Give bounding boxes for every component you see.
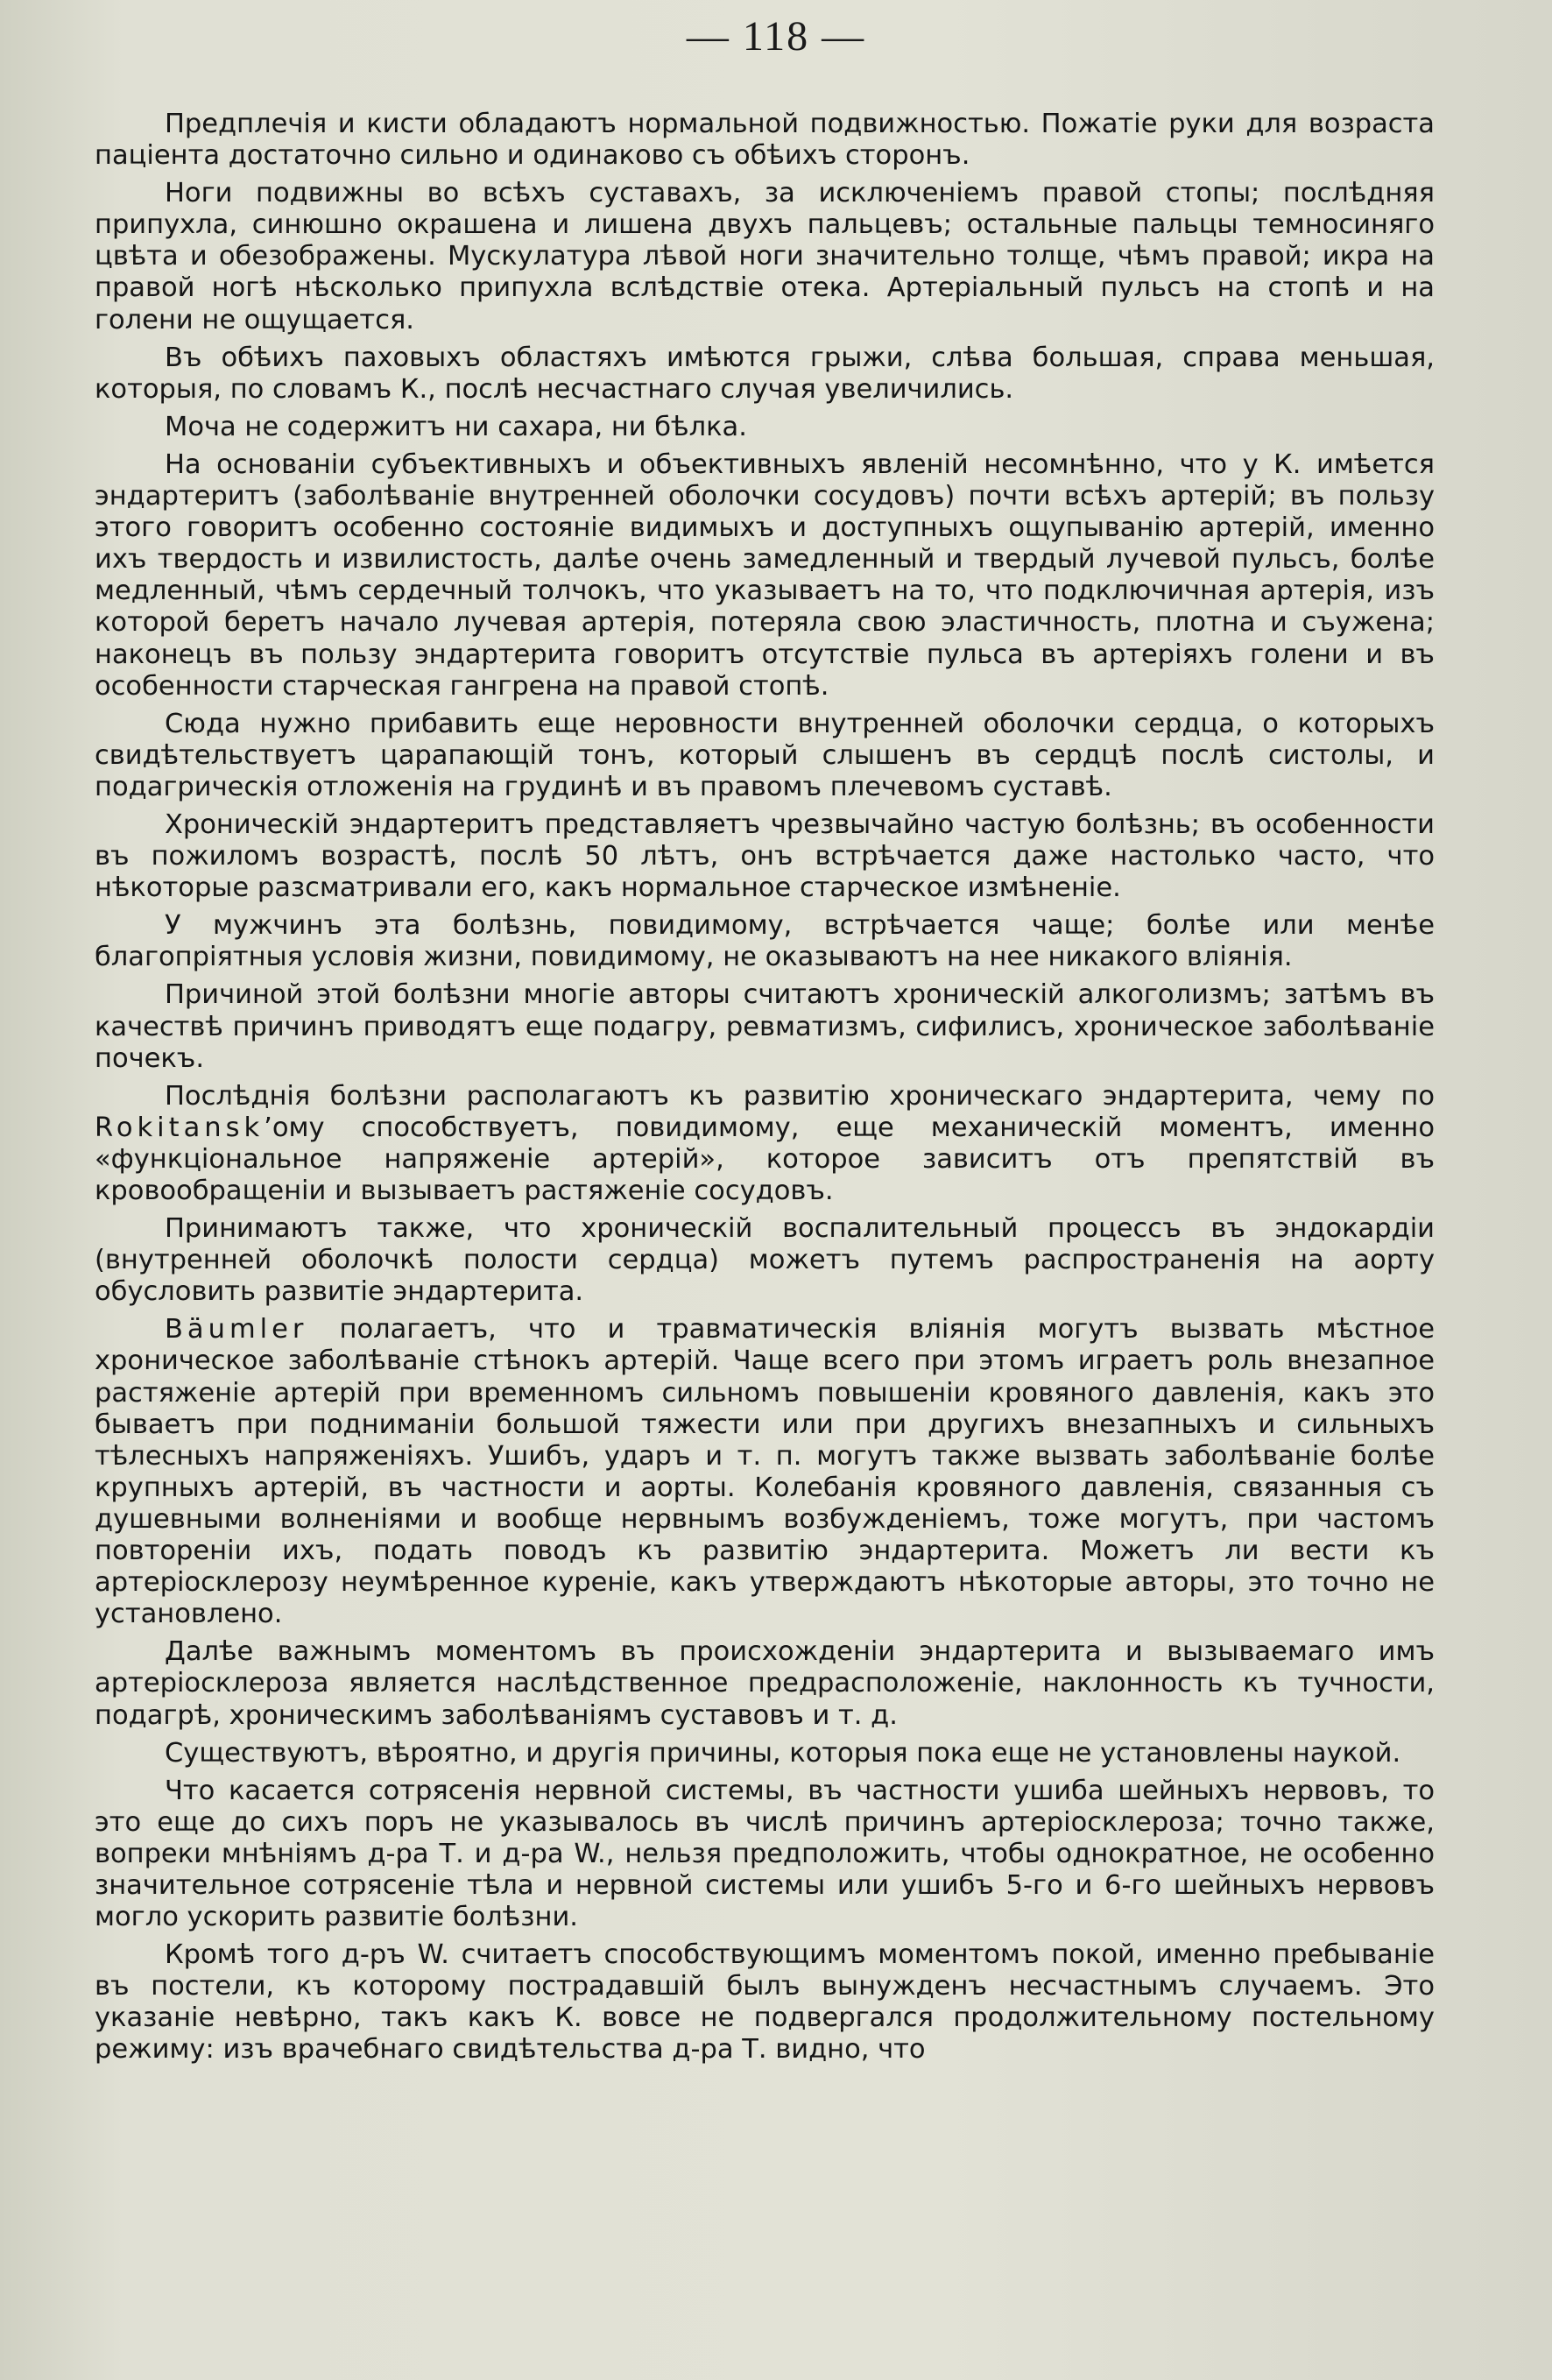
paragraph: Принимаютъ также, что хроническій воспалительный процессъ въ эндокардіи (внутренней оболочкѣ полости сердца) можетъ путемъ распространенія на аорту обусловить развитіе эндартерита. <box>95 1213 1435 1308</box>
paragraph: Въ обѣихъ паховыхъ областяхъ имѣются грыжи, слѣва большая, справа меньшая, которыя, по словамъ К., послѣ несчастнаго случая увеличились. <box>95 342 1435 405</box>
paragraph: Существуютъ, вѣроятно, и другія причины, которыя пока еще не установлены наукой. <box>165 1737 1401 1769</box>
paragraph-text-after-name: ’ому способствуетъ, повидимому, еще механическій моментъ, именно «функціональное напряженіе артерій», которое зависитъ отъ препятствій въ кровообращеніи и вызываетъ растяженіе сосудовъ. <box>95 1112 1435 1206</box>
paragraph-text-before-name: Послѣднія болѣзни располагаютъ къ развитію хроническаго эндартерита, чему по <box>165 1080 1435 1112</box>
paragraph: У мужчинъ эта болѣзнь, повидимому, встрѣчается чаще; болѣе или менѣе благопріятныя условія жизни, повидимому, не оказываютъ на нее никакого вліянія. <box>95 910 1435 973</box>
author-name-baumler: Bäumler <box>165 1314 308 1345</box>
author-name-rokitansky: Rokitansk <box>95 1112 265 1143</box>
paragraph <box>95 1081 1435 1207</box>
paragraph: Предплечія и кисти обладаютъ нормальной подвижностью. Пожатіе руки для возраста паціента достаточно сильно и одинаково съ обѣихъ сторонъ. <box>95 109 1435 172</box>
paragraph: Хроническій эндартеритъ представляетъ чрезвычайно частую болѣзнь; въ особенности въ пожиломъ возрастѣ, послѣ 50 лѣтъ, онъ встрѣчается даже настолько часто, что нѣкоторые разсматривали его, какъ нормальное старческое измѣненіе. <box>95 809 1435 904</box>
paragraph-text-after-name: полагаетъ, что и травматическія вліянія могутъ вызвать мѣстное хроническое заболѣваніе стѣнокъ артерій. Чаще всего при этомъ играетъ роль внезапное растяженіе артерій при временномъ сильномъ повышеніи кровяного давленія, какъ это бываетъ при подниманіи большой тяжести или при другихъ внезапныхъ и сильныхъ тѣлесныхъ напряженіяхъ. Ушибъ, ударъ и т. п. могутъ также вызвать заболѣваніе болѣе крупныхъ артерій, въ частности и аорты. Колебанія кровяного давленія, связанныя съ душевными волненіями и вообще нервнымъ возбужденіемъ, тоже могутъ, при частомъ повтореніи ихъ, подать поводъ къ развитію эндартерита. Можетъ ли вести къ артеріосклерозу неумѣренное куреніе, какъ утверждаютъ нѣкоторые авторы, это точно не установлено. <box>95 1314 1435 1630</box>
paragraph <box>95 1314 1435 1630</box>
body-text <box>95 109 1435 2073</box>
page-number: — 118 — <box>686 13 866 60</box>
paragraph: Что касается сотрясенія нервной системы, въ частности ушиба шейныхъ нервовъ, то это еще до сихъ поръ не указывалось въ числѣ причинъ артеріосклероза; точно также, вопреки мнѣніямъ д-ра Т. и д-ра W., нельзя предположить, чтобы однократное, не особенно значительное сотрясеніе тѣла и нервной системы или ушибъ 5-го и 6-го шейныхъ нервовъ могло ускорить развитіе болѣзни. <box>95 1775 1435 1933</box>
paragraph: Ноги подвижны во всѣхъ суставахъ, за исключеніемъ правой стопы; послѣдняя припухла, синюшно окрашена и лишена двухъ пальцевъ; остальные пальцы темносиняго цвѣта и обезображены. Мускулатура лѣвой ноги значительно толще, чѣмъ правой; икра на правой ногѣ нѣсколько припухла вслѣдствіе отека. Артеріальный пульсъ на стопѣ и на голени не ощущается. <box>95 178 1435 335</box>
paragraph: Далѣе важнымъ моментомъ въ происхожденіи эндартерита и вызываемаго имъ артеріосклероза является наслѣдственное предрасположеніе, наклонность къ тучности, подагрѣ, хроническимъ заболѣваніямъ суставовъ и т. д. <box>95 1636 1435 1731</box>
paragraph: Сюда нужно прибавить еще неровности внутренней оболочки сердца, о которыхъ свидѣтельствуетъ царапающій тонъ, который слышенъ въ сердцѣ послѣ систолы, и подагрическія отложенія на грудинѣ и въ правомъ плечевомъ суставѣ. <box>95 708 1435 802</box>
paragraph: Моча не содержитъ ни сахара, ни бѣлка. <box>165 411 747 442</box>
paragraph: Причиной этой болѣзни многіе авторы считаютъ хроническій алкоголизмъ; затѣмъ въ качествѣ причинъ приводятъ еще подагру, ревматизмъ, сифилисъ, хроническое заболѣваніе почекъ. <box>95 979 1435 1074</box>
paragraph: На основаніи субъективныхъ и объективныхъ явленій несомнѣнно, что у К. имѣется эндартеритъ (заболѣваніе внутренней оболочки сосудовъ) почти всѣхъ артерій; въ пользу этого говоритъ особенно состояніе видимыхъ и доступныхъ ощупыванію артерій, именно ихъ твердость и извилистость, далѣе очень замедленный и твердый лучевой пульсъ, болѣе медленный, чѣмъ сердечный толчокъ, что указываетъ на то, что подключичная артерія, изъ которой беретъ начало лучевая артерія, потеряла свою эластичность, плотна и съужена; наконецъ въ пользу эндартерита говоритъ отсутствіе пульса въ артеріяхъ голени и въ особенности старческая гангрена на правой стопѣ. <box>95 448 1435 702</box>
paragraph: Кромѣ того д-ръ W. считаетъ способствующимъ моментомъ покой, именно пребываніе въ постели, къ которому пострадавшій былъ вынужденъ несчастнымъ случаемъ. Это указаніе невѣрно, такъ какъ К. вовсе не подвергался продолжительному постельному режиму: изъ врачебнаго свидѣтельства д-ра Т. видно, что <box>95 1939 1435 2066</box>
